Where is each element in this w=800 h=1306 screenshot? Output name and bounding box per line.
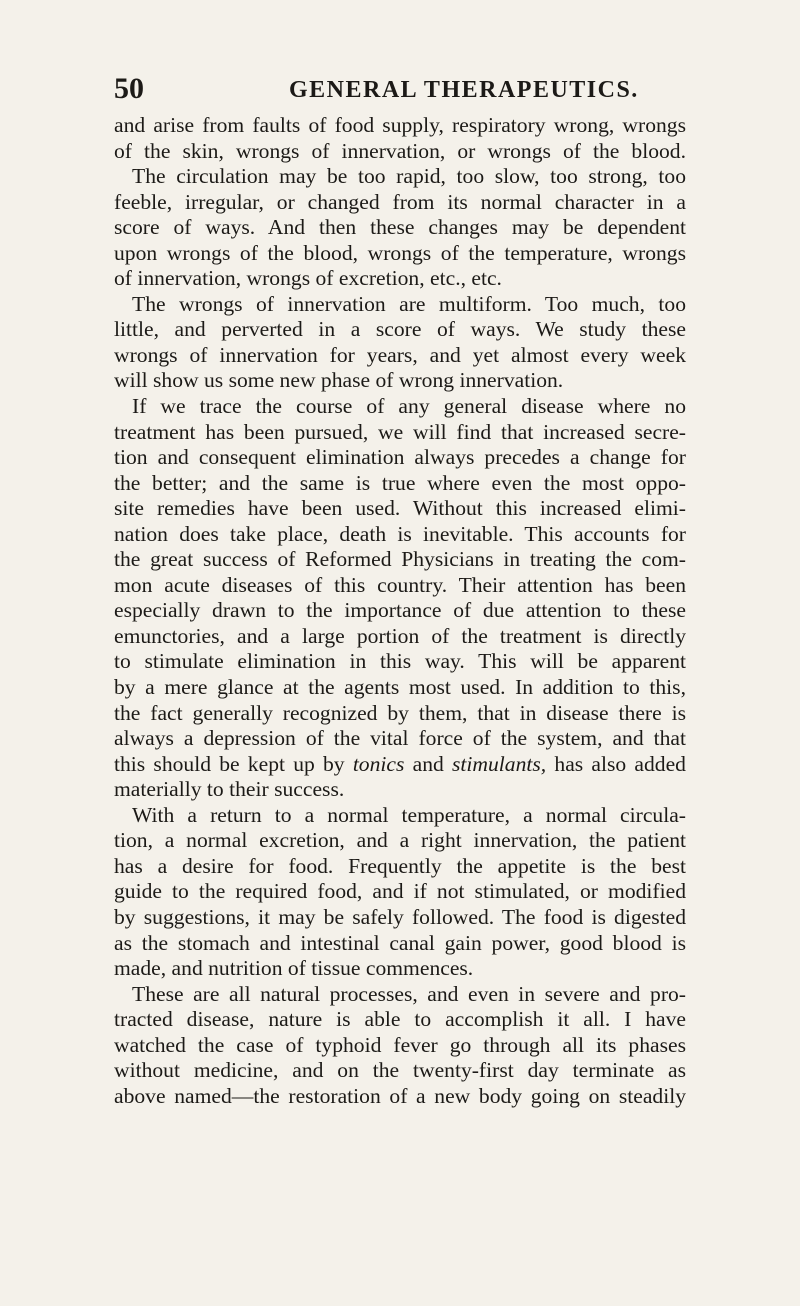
- text-line: guide to the required food, and if not stimulated, or modified: [114, 879, 686, 904]
- text-line: by a mere glance at the agents most used. In addition to this,: [114, 675, 686, 700]
- text-line: [114, 752, 686, 778]
- text-line: of the skin, wrongs of innervation, or wrongs of the blood.: [114, 138, 686, 163]
- page-number: 50: [114, 72, 144, 105]
- text-fragment: this should be kept up by: [114, 751, 353, 776]
- text-line: will show us some new phase of wrong innervation.: [114, 368, 564, 393]
- text-line: score of ways. And then these changes may be dependent: [114, 215, 686, 240]
- text-line: With a return to a normal temperature, a normal circula-: [132, 802, 686, 827]
- text-line: without medicine, and on the twenty-first day terminate as: [114, 1058, 686, 1083]
- text-line: treatment has been pursued, we will find that increased secre-: [114, 419, 686, 444]
- text-line: If we trace the course of any general disease where no: [132, 394, 686, 419]
- text-line: the better; and the same is true where even the most oppo-: [114, 470, 686, 495]
- text-fragment: has also added: [546, 751, 686, 776]
- text-line: The circulation may be too rapid, too slow, too strong, too: [132, 164, 686, 189]
- text-line: upon wrongs of the blood, wrongs of the temperature, wrongs: [114, 240, 686, 265]
- italic-term: tonics: [352, 751, 405, 776]
- text-line: above named—the restoration of a new body going on steadily: [114, 1083, 686, 1108]
- text-line: made, and nutrition of tissue commences.: [114, 956, 474, 981]
- text-line: tion, a normal excretion, and a right innervation, the patient: [114, 828, 686, 853]
- text-line: always a depression of the vital force of the system, and that: [114, 726, 686, 751]
- text-line: as the stomach and intestinal canal gain power, good blood is: [114, 930, 686, 955]
- text-line: to stimulate elimination in this way. This will be apparent: [114, 649, 686, 674]
- text-line: site remedies have been used. Without this increased elimi-: [114, 496, 686, 521]
- page-header: [114, 72, 686, 106]
- italic-term: stimulants,: [452, 751, 547, 776]
- text-line: These are all natural processes, and even in severe and pro-: [132, 981, 686, 1006]
- text-line: has a desire for food. Frequently the appetite is the best: [114, 853, 686, 878]
- text-line: the great success of Reformed Physicians in treating the com-: [114, 547, 686, 572]
- text-line: materially to their success.: [114, 777, 345, 802]
- text-fragment: and: [404, 751, 453, 776]
- text-line: nation does take place, death is inevitable. This accounts for: [114, 521, 686, 546]
- body-text: [114, 113, 686, 1109]
- text-line: emunctories, and a large portion of the treatment is directly: [114, 623, 686, 648]
- text-line: feeble, irregular, or changed from its normal character in a: [114, 189, 686, 214]
- text-line: wrongs of innervation for years, and yet almost every week: [114, 342, 686, 367]
- text-line: the fact generally recognized by them, that in disease there is: [114, 700, 686, 725]
- text-line: little, and perverted in a score of ways. We study these: [114, 317, 686, 342]
- text-line: and arise from faults of food supply, respiratory wrong, wrongs: [114, 113, 686, 137]
- text-line: The wrongs of innervation are multiform. Too much, too: [132, 291, 686, 316]
- text-line: tracted disease, nature is able to accomplish it all. I have: [114, 1007, 686, 1032]
- running-title: GENERAL THERAPEUTICS.: [289, 77, 639, 103]
- text-line: of innervation, wrongs of excretion, etc., etc.: [114, 266, 502, 291]
- text-line: mon acute diseases of this country. Their attention has been: [114, 572, 686, 597]
- text-line: watched the case of typhoid fever go through all its phases: [114, 1032, 686, 1057]
- text-line: especially drawn to the importance of due attention to these: [114, 598, 686, 623]
- text-line: tion and consequent elimination always precedes a change for: [114, 445, 686, 470]
- text-line: by suggestions, it may be safely followed. The food is digested: [114, 904, 686, 929]
